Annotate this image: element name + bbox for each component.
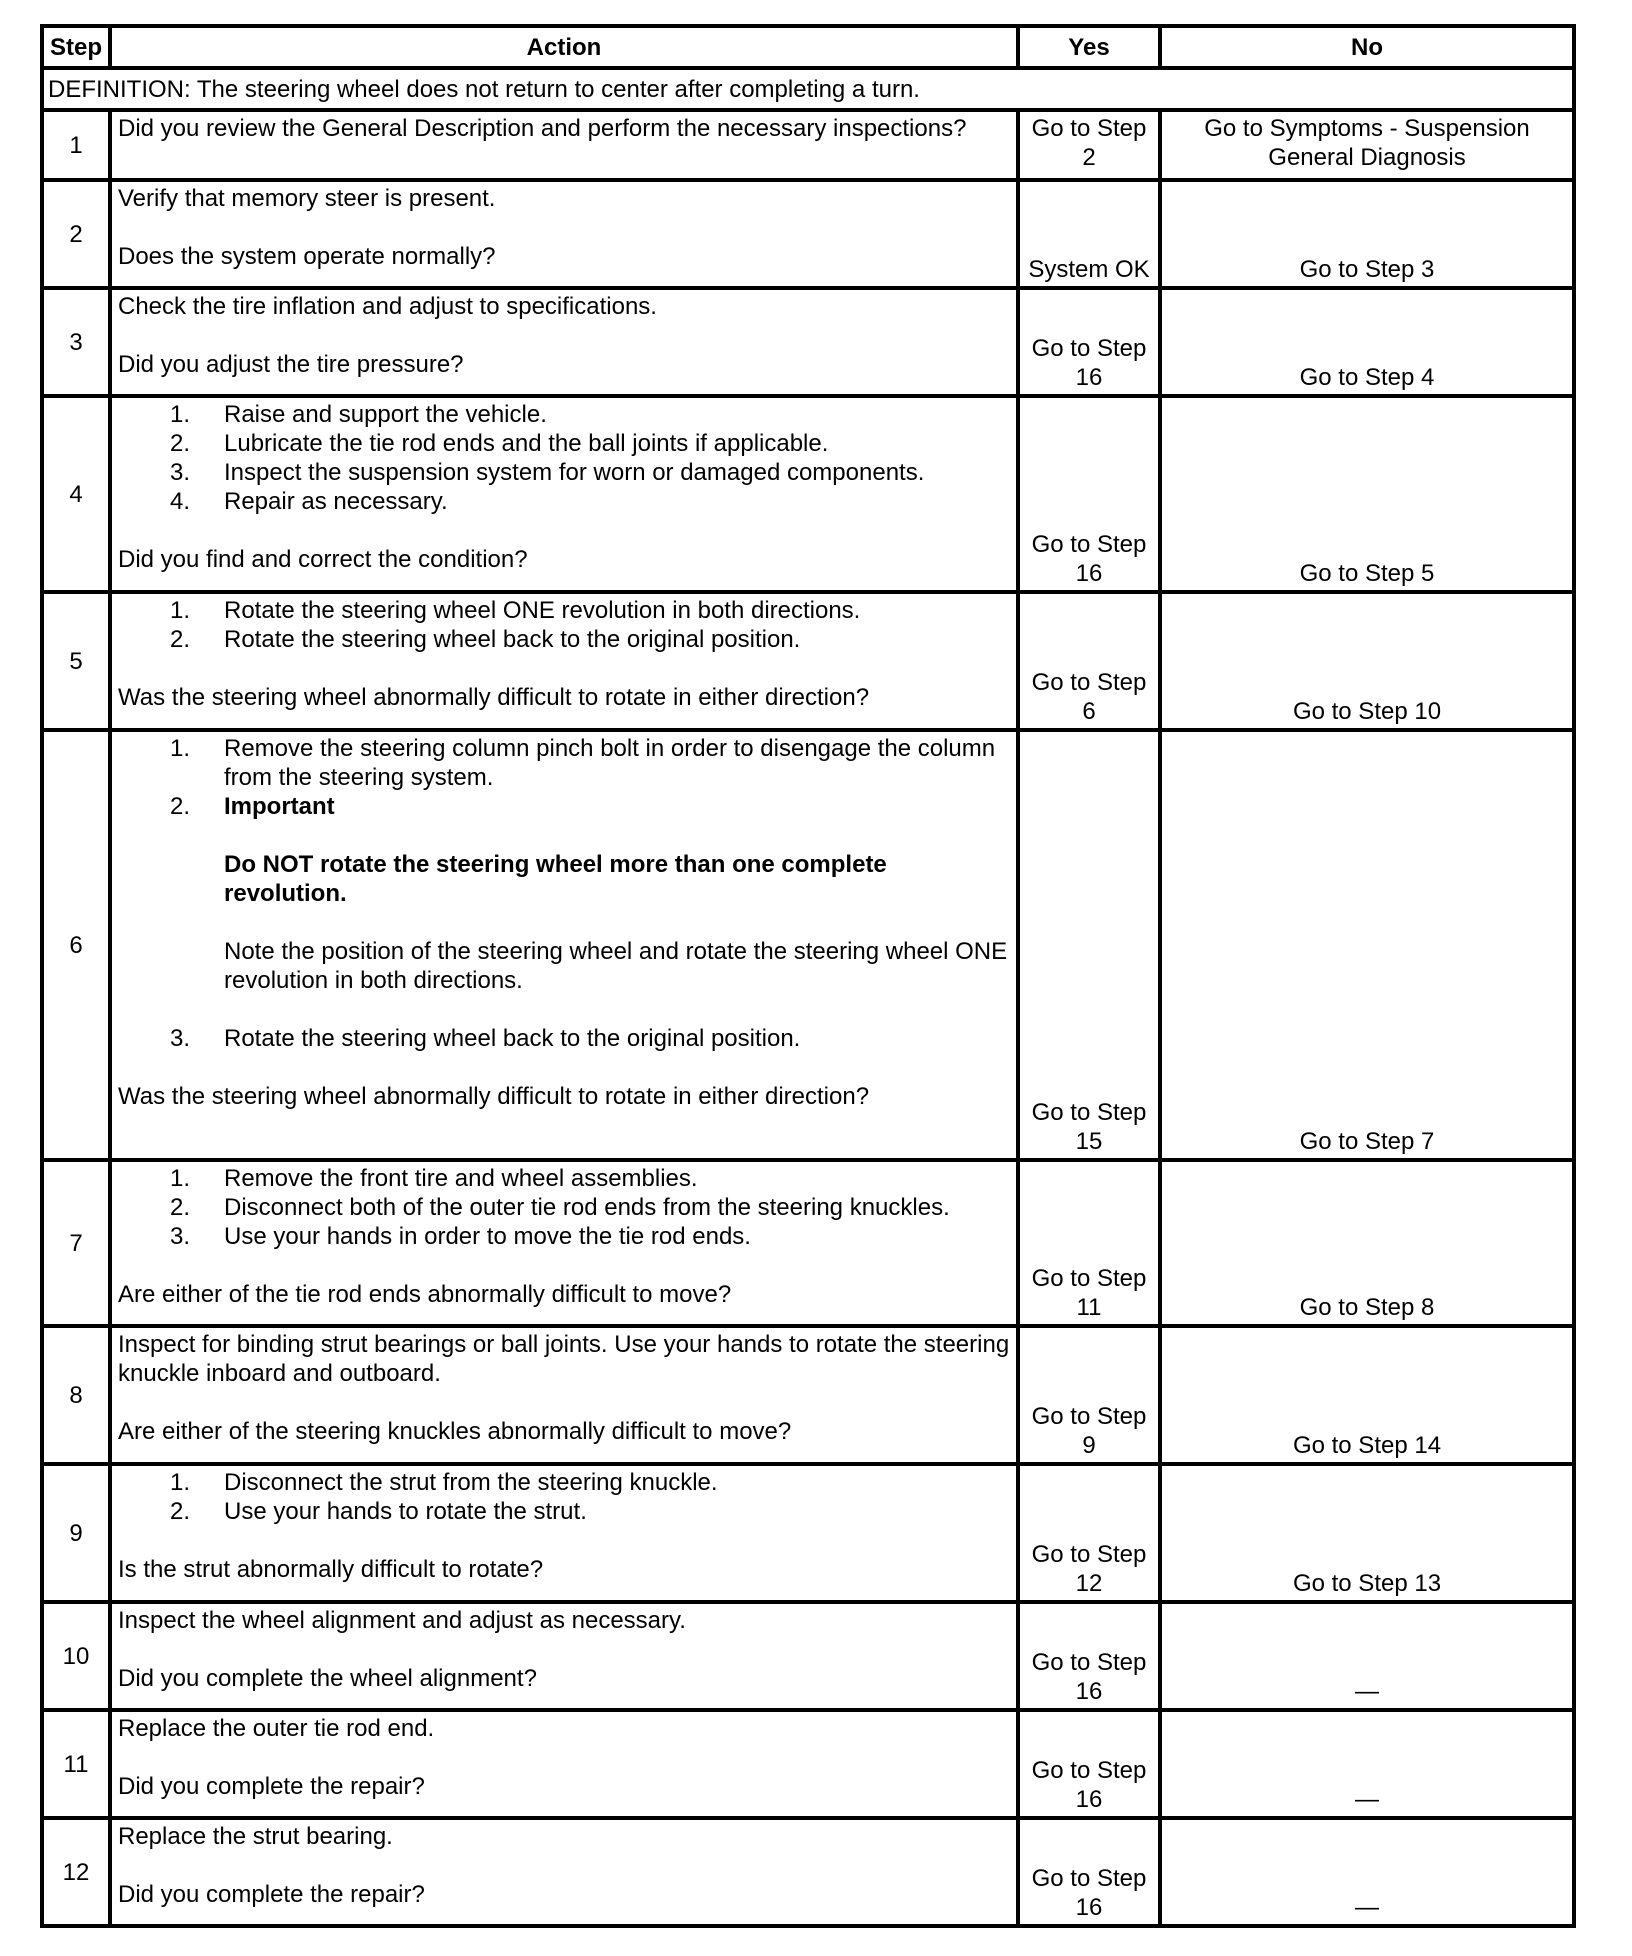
yes-cell: Go to Step 16 <box>1018 1710 1160 1818</box>
question-text: Did you adjust the tire pressure? <box>118 351 464 378</box>
question-text: Are either of the tie rod ends abnormally difficult to move? <box>118 1281 732 1308</box>
question-text: Was the steering wheel abnormally difficult to rotate in either direction? <box>118 1083 870 1110</box>
yes-cell: Go to Step 9 <box>1018 1326 1160 1464</box>
list-item: 2. Use your hands to rotate the strut. <box>169 1498 587 1525</box>
action-cell <box>110 1160 1018 1326</box>
table-row <box>42 1464 1574 1602</box>
table-row <box>42 730 1574 1160</box>
question-text: Did you review the General Description and perform the necessary inspections? <box>118 115 967 142</box>
important-label: Important <box>224 793 335 820</box>
action-cell <box>110 1464 1018 1602</box>
step-number: 5 <box>42 592 110 730</box>
action-cell <box>110 592 1018 730</box>
question-text: Is the strut abnormally difficult to rotate? <box>118 1556 544 1583</box>
step-number: 1 <box>42 110 110 180</box>
no-cell: Go to Step 10 <box>1160 592 1574 730</box>
list-item: 1. Disconnect the strut from the steering knuckle. <box>169 1469 718 1496</box>
action-cell <box>110 1818 1018 1926</box>
step-number: 11 <box>42 1710 110 1818</box>
step-number: 7 <box>42 1160 110 1326</box>
intro-text: Verify that memory steer is present. <box>118 185 496 212</box>
header-no: No <box>1160 26 1574 68</box>
action-cell <box>110 1602 1018 1710</box>
yes-cell: Go to Step 12 <box>1018 1464 1160 1602</box>
action-cell <box>110 1326 1018 1464</box>
no-cell: Go to Step 5 <box>1160 396 1574 592</box>
table-row <box>42 1818 1574 1926</box>
question-text: Did you complete the wheel alignment? <box>118 1665 537 1692</box>
list-item: 3. Use your hands in order to move the tie rod ends. <box>169 1223 751 1250</box>
list-item: 2. Important <box>118 792 1010 821</box>
definition-row <box>42 68 1574 110</box>
action-cell <box>110 1710 1018 1818</box>
question-text: Are either of the steering knuckles abnormally difficult to move? <box>118 1418 792 1445</box>
yes-cell: Go to Step 6 <box>1018 592 1160 730</box>
no-cell: Go to Step 8 <box>1160 1160 1574 1326</box>
no-cell: — <box>1160 1602 1574 1710</box>
question-text: Does the system operate normally? <box>118 243 496 270</box>
intro-text: Inspect the wheel alignment and adjust as necessary. <box>118 1607 686 1634</box>
header-action: Action <box>110 26 1018 68</box>
list-item: 1. Raise and support the vehicle. <box>169 401 547 428</box>
list-item: 2. Disconnect both of the outer tie rod ends from the steering knuckles. <box>169 1194 950 1221</box>
intro-text: Replace the outer tie rod end. <box>118 1715 435 1742</box>
step-number: 8 <box>42 1326 110 1464</box>
header-row <box>42 26 1574 68</box>
table-row <box>42 1602 1574 1710</box>
yes-cell: Go to Step 16 <box>1018 1818 1160 1926</box>
table-row <box>42 1160 1574 1326</box>
yes-cell: Go to Step 16 <box>1018 396 1160 592</box>
step-number: 9 <box>42 1464 110 1602</box>
intro-text: Check the tire inflation and adjust to specifications. <box>118 293 657 320</box>
note-text: Note the position of the steering wheel and rotate the steering wheel ONE revolution in both directions. <box>224 938 1008 994</box>
action-cell <box>110 288 1018 396</box>
yes-cell: Go to Step 15 <box>1018 730 1160 1160</box>
header-yes: Yes <box>1018 26 1160 68</box>
list-item: 2. Lubricate the tie rod ends and the ball joints if applicable. <box>169 430 829 457</box>
header-step: Step <box>42 26 110 68</box>
table-row <box>42 1710 1574 1818</box>
table-row <box>42 180 1574 288</box>
action-cell <box>110 396 1018 592</box>
definition-text: DEFINITION: The steering wheel does not return to center after completing a turn. <box>42 68 1574 110</box>
list-item: 3. Rotate the steering wheel back to the original position. <box>169 1025 801 1052</box>
no-cell: Go to Step 7 <box>1160 730 1574 1160</box>
list-item: 4. Repair as necessary. <box>169 488 448 515</box>
question-text: Was the steering wheel abnormally difficult to rotate in either direction? <box>118 684 870 711</box>
step-number: 3 <box>42 288 110 396</box>
no-cell: Go to Step 14 <box>1160 1326 1574 1464</box>
table-row <box>42 1326 1574 1464</box>
list-item: 1. Remove the steering column pinch bolt in order to disengage the column from the steering system. <box>169 735 996 791</box>
yes-cell: System OK <box>1018 180 1160 288</box>
action-cell <box>110 110 1018 180</box>
diagnostic-table-document <box>40 24 1572 1928</box>
yes-cell: Go to Step 11 <box>1018 1160 1160 1326</box>
yes-cell: Go to Step 2 <box>1018 110 1160 180</box>
step-number: 4 <box>42 396 110 592</box>
yes-cell: Go to Step 16 <box>1018 1602 1160 1710</box>
yes-cell: Go to Step 16 <box>1018 288 1160 396</box>
intro-text: Replace the strut bearing. <box>118 1823 393 1850</box>
table-row <box>42 288 1574 396</box>
question-text: Did you find and correct the condition? <box>118 546 528 573</box>
step-number: 2 <box>42 180 110 288</box>
no-cell: Go to Symptoms - Suspension General Diagnosis <box>1160 110 1574 180</box>
table-row <box>42 396 1574 592</box>
table-row <box>42 592 1574 730</box>
step-number: 10 <box>42 1602 110 1710</box>
intro-text: Inspect for binding strut bearings or ball joints. Use your hands to rotate the steering knuckle inboard and outboard. <box>118 1331 1010 1387</box>
step-number: 12 <box>42 1818 110 1926</box>
no-cell: Go to Step 4 <box>1160 288 1574 396</box>
question-text: Did you complete the repair? <box>118 1773 425 1800</box>
list-item: 3. Inspect the suspension system for worn or damaged components. <box>169 459 925 486</box>
table-row <box>42 110 1574 180</box>
no-cell: — <box>1160 1710 1574 1818</box>
no-cell: Go to Step 13 <box>1160 1464 1574 1602</box>
question-text: Did you complete the repair? <box>118 1881 425 1908</box>
list-item: 1. Remove the front tire and wheel assemblies. <box>169 1165 698 1192</box>
action-cell <box>110 730 1018 1160</box>
list-item: 2. Rotate the steering wheel back to the original position. <box>169 626 801 653</box>
action-cell <box>110 180 1018 288</box>
no-cell: — <box>1160 1818 1574 1926</box>
diagnostic-table <box>40 24 1576 1928</box>
step-number: 6 <box>42 730 110 1160</box>
no-cell: Go to Step 3 <box>1160 180 1574 288</box>
list-item: 1. Rotate the steering wheel ONE revolution in both directions. <box>169 597 861 624</box>
important-text: Do NOT rotate the steering wheel more than one complete revolution. <box>224 851 887 907</box>
